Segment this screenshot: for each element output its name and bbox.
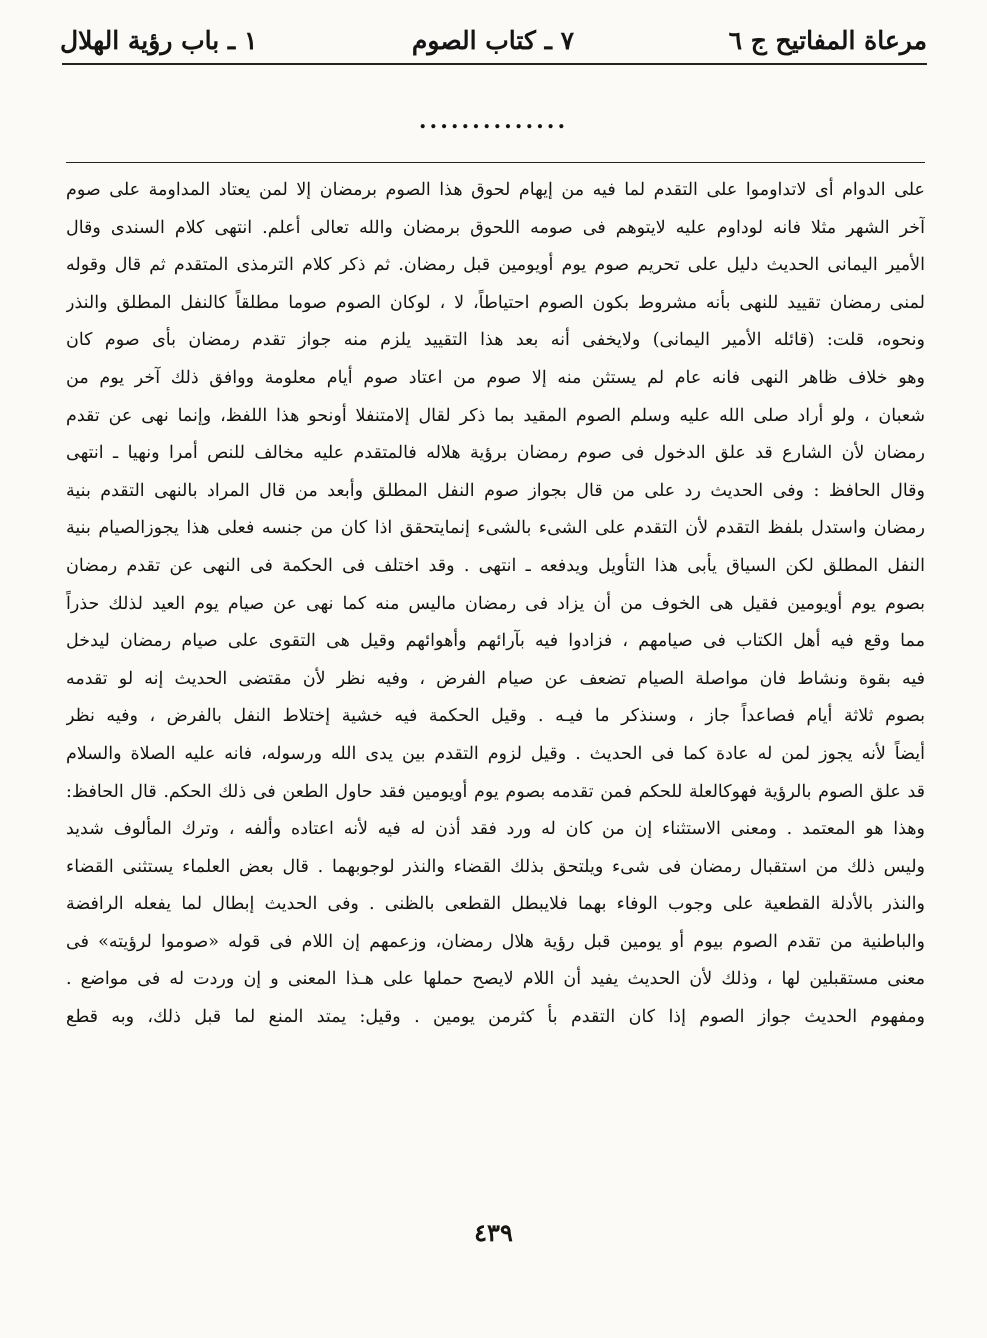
text-line: الأمير اليمانى الحديث دليل على تحريم صوم يوم أويومين قبل رمضان. ثم ذكر كلام الترمذى المتقدم ثم قال وقوله xyxy=(66,255,925,276)
commentary-text xyxy=(66,172,925,1037)
text-line: وهذا هو المعتمد . ومعنى الاستثناء إن من كان له ورد فقد أذن له فيه لأنه اعتاده وألفه ، وترك المألوف شديد xyxy=(66,819,925,840)
text-line: رمضان واستدل بلفظ التقدم لأن التقدم على الشىء بالشىء إنمايتحقق اذا كان من جنسه فعلى هذا يجوزالصيام بنية xyxy=(66,518,925,539)
text-line: وقال الحافظ : وفى الحديث رد على من قال بجواز صوم النفل المطلق وأبعد من قال المراد بالنهى التقدم بنية xyxy=(66,480,925,501)
text-line: وهو خلاف ظاهر النهى فانه عام لم يستثن منه إلا صوم من اعتاد صوم أيام معلومة ووافق ذلك آخر يوم من xyxy=(66,367,925,388)
text-line: فيه بقوة ونشاط فان مواصلة الصيام تضعف عن صيام الفرض ، وفيه نظر لأن مقتضى الحديث إنه لو تقدمه xyxy=(66,668,925,689)
header-section-title: ١ ـ باب رؤية الهلال xyxy=(60,25,258,55)
commentary-rule xyxy=(66,162,925,163)
text-line: ومفهوم الحديث جواز الصوم إذا كان التقدم بأ كثرمن يومين . وقيل: يمتد المنع لما قبل ذلك، وبه قطع xyxy=(66,1007,925,1028)
text-line: ونحوه، قلت: (قائله الأمير اليمانى) ولايخفى أنه بعد هذا التقييد يلزم منه جواز تقدم رمضان بأى صوم كان xyxy=(66,330,925,351)
text-line: على الدوام أى لاتداوموا على التقدم لما فيه من إيهام لحوق هذا الصوم برمضان إلا لمن يعتاد المداومة على صوم xyxy=(66,180,925,200)
text-line: النفل المطلق لكن السياق يأبى هذا التأويل ويدفعه ـ انتهى . وقد اختلف فى الحكمة فى النهى عن تقدم رمضان xyxy=(66,555,925,576)
dotted-separator: .............. xyxy=(418,108,569,134)
text-line: رمضان لأن الشارع قد علق الدخول فى صوم رمضان برؤية هلاله فالمتقدم عليه مخالف للنص أمرا ونهيا ـ انتهى xyxy=(66,443,925,464)
header-rule xyxy=(62,63,927,65)
text-line: مما وقع فيه أهل الكتاب فى صيامهم ، فزادوا فيه بآرائهم وأهوائهم وقيل هى التقوى على صيام رمضان ليدخل xyxy=(66,631,925,652)
text-line: والباطنية من تقدم الصوم بيوم أو يومين قبل رؤية هلال رمضان، وزعمهم إن اللام فى قوله «صوموا لرؤيته» فى xyxy=(66,931,925,952)
text-line: وليس ذلك من استقبال رمضان فى شىء ويلتحق بذلك القضاء والنذر لوجوبهما . قال بعض العلماء يستثنى القضاء xyxy=(66,856,925,877)
text-line: لمنى رمضان تقييد للنهى بأنه مشروط بكون الصوم احتياطاً، لا ، لوكان الصوم صوما مطلقاً كالنفل المطلق والنذر xyxy=(66,292,925,313)
text-line: بصوم ثلاثة أيام فصاعداً جاز ، وسنذكر ما فيـه . وقيل الحكمة فيه خشية إختلاط النفل بالفرض ، وفيه نظر xyxy=(66,706,925,727)
text-line: بصوم يوم أويومين فقيل هى الخوف من أن يزاد فى رمضان ماليس منه كما نهى عن صيام يوم العيد لذلك حذراً xyxy=(66,593,925,614)
text-line: قد علق الصوم بالرؤية فهوكالعلة للحكم فمن تقدمه بصوم يوم أويومين فقد حاول الطعن فى ذلك الحكم. قال الحافظ: xyxy=(66,781,925,802)
running-header xyxy=(60,20,927,60)
header-chapter-title: ٧ ـ كتاب الصوم xyxy=(411,25,575,55)
text-line: معنى مستقبلين لها ، وذلك لأن الحديث يفيد أن اللام لايصح حملها على هـذا المعنى و إن وردت له فى مواضع . xyxy=(66,969,925,990)
text-line: والنذر بالأدلة القطعية على وجوب الوفاء بهما فلايبطل القطعى بالظنى . وفى الحديث إبطال لما يفعله الرافضة xyxy=(66,894,925,915)
page-number: ٤٣٩ xyxy=(474,1218,513,1247)
text-line: آخر الشهر مثلا فانه لوداوم عليه لايتوهم فى صومه اللحوق برمضان والله تعالى أعلم. انتهى كلام السندى وقال xyxy=(66,217,925,238)
text-line: شعبان ، ولو أراد صلى الله عليه وسلم الصوم المقيد بما ذكر لقال إلامتنفلا أونحو هذا اللفظ، وإنما نهى عن تقدم xyxy=(66,405,925,426)
header-book-title: مرعاة المفاتيح ج ٦ xyxy=(728,25,927,55)
text-line: أيضاً لأنه يجوز لمن له عادة كما فى الحديث . وقيل لزوم التقدم بين يدى الله ورسوله، فانه عليه الصلاة والسلام xyxy=(66,743,925,764)
